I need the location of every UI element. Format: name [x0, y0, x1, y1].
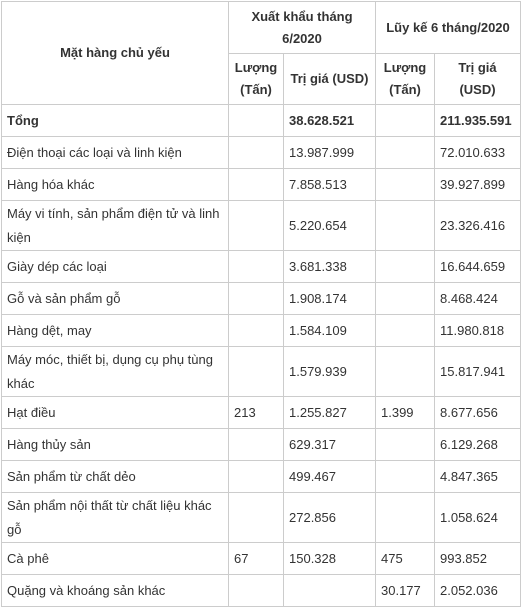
row-label: Hạt điều — [2, 397, 229, 429]
cell-val-cumulative: 8.468.424 — [435, 283, 521, 315]
cell-qty-cumulative — [376, 201, 435, 251]
row-label: Tổng — [2, 105, 229, 137]
cell-val-cumulative: 8.677.656 — [435, 397, 521, 429]
cell-qty-month — [229, 315, 284, 347]
table-row — [2, 397, 521, 429]
cell-qty-month — [229, 461, 284, 493]
row-label: Điện thoại các loại và linh kiện — [2, 137, 229, 169]
cell-qty-cumulative — [376, 251, 435, 283]
header-item: Mặt hàng chủ yếu — [2, 2, 229, 105]
table-row — [2, 283, 521, 315]
cell-val-month: 1.255.827 — [284, 397, 376, 429]
cell-qty-month — [229, 137, 284, 169]
table-row — [2, 493, 521, 543]
row-label: Sản phẩm từ chất dẻo — [2, 461, 229, 493]
cell-val-month: 38.628.521 — [284, 105, 376, 137]
cell-qty-cumulative — [376, 347, 435, 397]
row-label: Sản phẩm nội thất từ chất liệu khác gỗ — [2, 493, 229, 543]
header-export-month: Xuất khẩu tháng 6/2020 — [229, 2, 376, 54]
cell-qty-cumulative — [376, 493, 435, 543]
table-row — [2, 315, 521, 347]
cell-val-month: 499.467 — [284, 461, 376, 493]
row-label: Giày dép các loại — [2, 251, 229, 283]
row-label: Hàng hóa khác — [2, 169, 229, 201]
cell-qty-month — [229, 347, 284, 397]
row-label: Hàng dệt, may — [2, 315, 229, 347]
cell-val-cumulative: 11.980.818 — [435, 315, 521, 347]
table-row — [2, 251, 521, 283]
cell-val-cumulative: 72.010.633 — [435, 137, 521, 169]
cell-qty-cumulative: 1.399 — [376, 397, 435, 429]
header-cumulative: Lũy kế 6 tháng/2020 — [376, 2, 521, 54]
cell-val-month: 150.328 — [284, 543, 376, 575]
cell-qty-cumulative — [376, 461, 435, 493]
row-label: Máy móc, thiết bị, dụng cụ phụ tùng khác — [2, 347, 229, 397]
cell-qty-month — [229, 251, 284, 283]
header-value-cumulative: Trị giá (USD) — [435, 54, 521, 105]
header-quantity-cumulative: Lượng (Tấn) — [376, 54, 435, 105]
export-table — [1, 1, 521, 607]
table-row — [2, 575, 521, 607]
table-row — [2, 429, 521, 461]
cell-qty-month — [229, 105, 284, 137]
cell-qty-month — [229, 283, 284, 315]
cell-val-month — [284, 575, 376, 607]
cell-qty-month — [229, 169, 284, 201]
cell-qty-cumulative — [376, 137, 435, 169]
cell-qty-cumulative — [376, 283, 435, 315]
cell-val-month: 3.681.338 — [284, 251, 376, 283]
cell-qty-cumulative — [376, 169, 435, 201]
cell-qty-cumulative: 475 — [376, 543, 435, 575]
cell-val-cumulative: 2.052.036 — [435, 575, 521, 607]
cell-qty-cumulative — [376, 315, 435, 347]
table-row — [2, 461, 521, 493]
cell-val-cumulative: 6.129.268 — [435, 429, 521, 461]
cell-val-month: 7.858.513 — [284, 169, 376, 201]
cell-val-month: 272.856 — [284, 493, 376, 543]
cell-val-cumulative: 23.326.416 — [435, 201, 521, 251]
cell-qty-month: 213 — [229, 397, 284, 429]
cell-val-cumulative: 1.058.624 — [435, 493, 521, 543]
cell-val-cumulative: 993.852 — [435, 543, 521, 575]
table-row-total — [2, 105, 521, 137]
cell-val-cumulative: 15.817.941 — [435, 347, 521, 397]
cell-qty-month — [229, 575, 284, 607]
cell-val-cumulative: 16.644.659 — [435, 251, 521, 283]
cell-val-cumulative: 39.927.899 — [435, 169, 521, 201]
cell-qty-month: 67 — [229, 543, 284, 575]
row-label: Máy vi tính, sản phẩm điện tử và linh kiện — [2, 201, 229, 251]
row-label: Cà phê — [2, 543, 229, 575]
cell-val-cumulative: 211.935.591 — [435, 105, 521, 137]
header-quantity: Lượng (Tấn) — [229, 54, 284, 105]
cell-val-month: 1.579.939 — [284, 347, 376, 397]
table-row — [2, 201, 521, 251]
cell-val-month: 1.908.174 — [284, 283, 376, 315]
row-label: Hàng thủy sản — [2, 429, 229, 461]
cell-val-cumulative: 4.847.365 — [435, 461, 521, 493]
row-label: Quặng và khoáng sản khác — [2, 575, 229, 607]
table-row — [2, 137, 521, 169]
cell-qty-cumulative: 30.177 — [376, 575, 435, 607]
table-row — [2, 169, 521, 201]
cell-qty-month — [229, 201, 284, 251]
cell-val-month: 629.317 — [284, 429, 376, 461]
table-row — [2, 347, 521, 397]
cell-qty-month — [229, 429, 284, 461]
cell-val-month: 1.584.109 — [284, 315, 376, 347]
cell-qty-cumulative — [376, 105, 435, 137]
header-value: Trị giá (USD) — [284, 54, 376, 105]
cell-qty-month — [229, 493, 284, 543]
cell-val-month: 13.987.999 — [284, 137, 376, 169]
table-row — [2, 543, 521, 575]
cell-qty-cumulative — [376, 429, 435, 461]
cell-val-month: 5.220.654 — [284, 201, 376, 251]
row-label: Gỗ và sản phẩm gỗ — [2, 283, 229, 315]
